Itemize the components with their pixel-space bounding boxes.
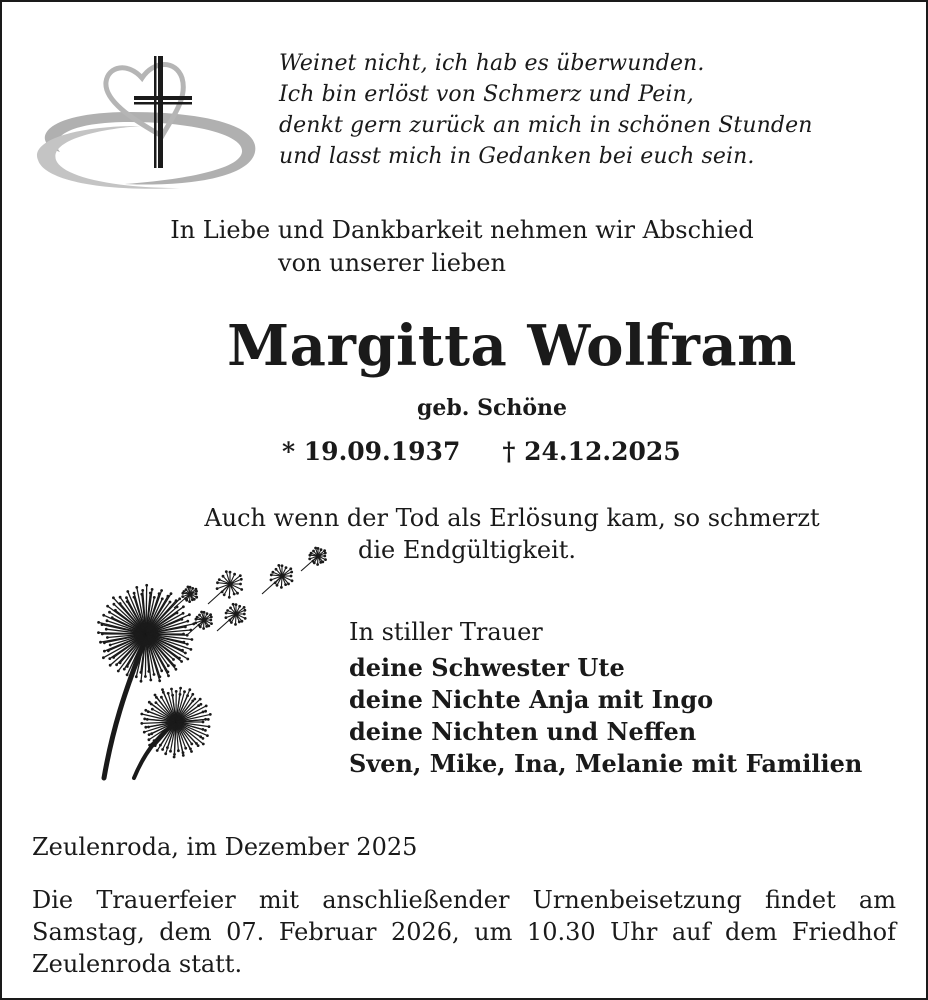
mourner-line: deine Nichte Anja mit Ingo: [349, 685, 714, 714]
mourners-heading: In stiller Trauer: [349, 618, 543, 646]
life-dates: [282, 434, 742, 470]
birth-date: * 19.09.1937: [282, 437, 461, 466]
subtext-line-2: die Endgültigkeit.: [357, 536, 577, 564]
mourners-block: [349, 614, 919, 780]
poem-line: Weinet nicht, ich hab es überwunden.: [279, 51, 705, 76]
intro-line-1: In Liebe und Dankbarkeit nehmen wir Abschied: [170, 216, 754, 244]
maiden-name: geb. Schöne: [416, 395, 568, 421]
subtext-line-1: Auch wenn der Tod als Erlösung kam, so schmerzt: [204, 504, 820, 532]
mourner-line: Sven, Mike, Ina, Melanie mit Familien: [349, 749, 863, 778]
intro-text: [62, 214, 862, 280]
death-date: † 24.12.2025: [502, 437, 681, 466]
poem: [279, 48, 899, 172]
dandelion-icon: [90, 542, 340, 787]
intro-line-2: von unserer lieben: [278, 249, 506, 277]
place-date: Zeulenroda, im Dezember 2025: [32, 833, 418, 861]
heart-cross-icon: [30, 52, 260, 192]
poem-line: Ich bin erlöst von Schmerz und Pein,: [279, 82, 694, 107]
deceased-name: Margitta Wolfram: [227, 313, 797, 379]
mourner-line: deine Nichten und Neffen: [349, 717, 697, 746]
poem-line: und lasst mich in Gedanken bei euch sein.: [279, 144, 755, 169]
poem-line: denkt gern zurück an mich in schönen Stunden: [279, 113, 813, 138]
mourner-line: deine Schwester Ute: [349, 653, 625, 682]
ceremony-info: Die Trauerfeier mit anschließender Urnenbeisetzung findet am Samstag, dem 07. Februar 2026, um 10.30 Uhr auf dem Friedhof Zeulenroda statt.: [32, 886, 896, 978]
